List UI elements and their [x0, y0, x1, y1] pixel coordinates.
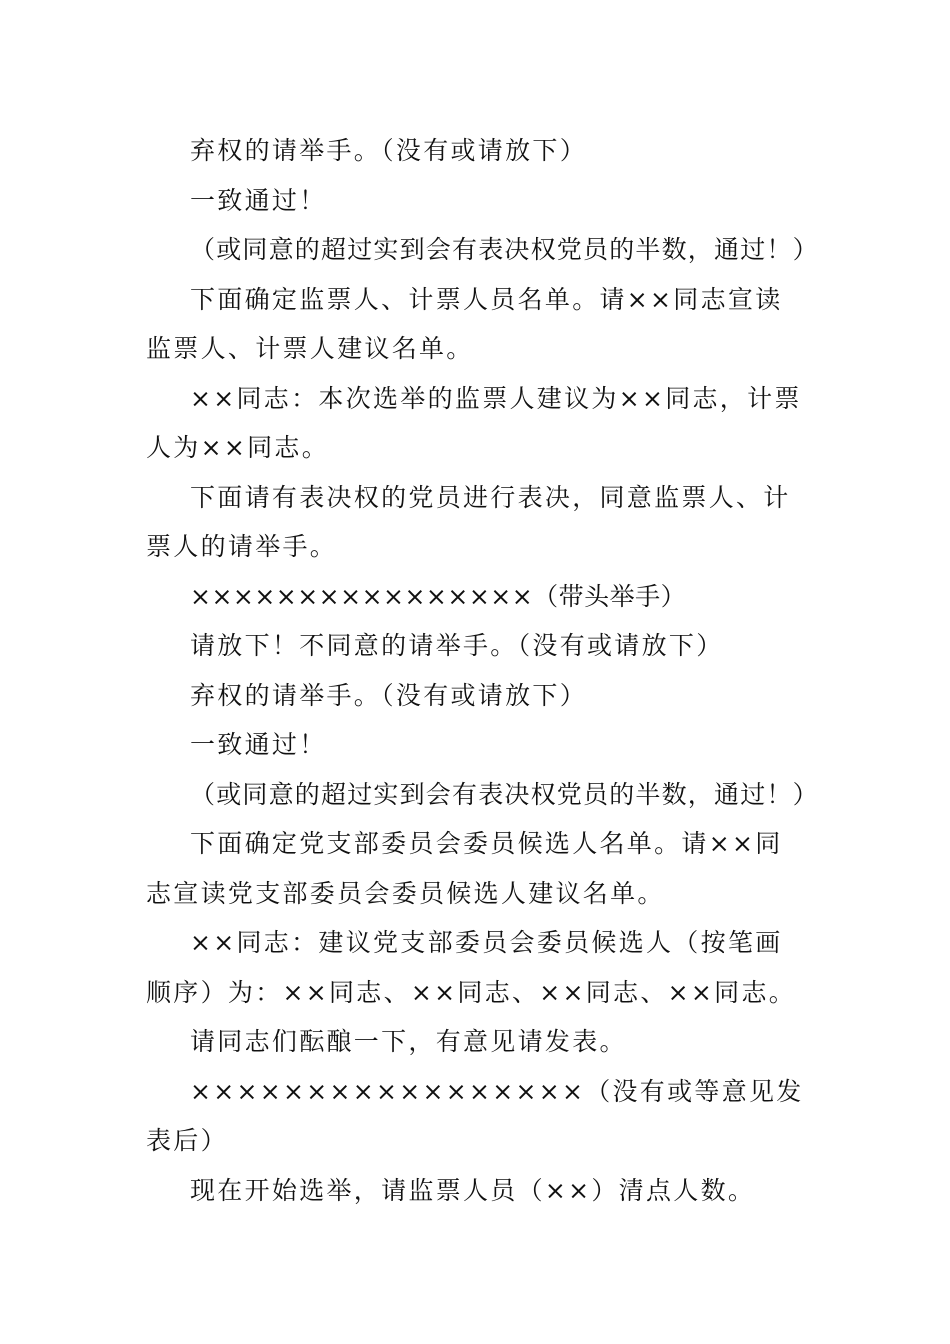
- paragraph-5: ××同志：本次选举的监票人建议为××同志，计票人为××同志。: [146, 383, 802, 462]
- paragraph-10: 一致通过！: [190, 730, 327, 759]
- paragraph-4: 下面确定监票人、计票人员名单。请××同志宣读监票人、计票人建议名单。: [146, 284, 783, 363]
- paragraph-1: 弃权的请举手。（没有或请放下）: [190, 136, 588, 165]
- paragraph-3: （或同意的超过实到会有表决权党员的半数，通过！）: [190, 235, 819, 264]
- paragraph-2: 一致通过！: [190, 185, 327, 215]
- paragraph-11: （或同意的超过实到会有表决权党员的半数，通过！）: [190, 779, 819, 809]
- paragraph-12: 下面确定党支部委员会委员候选人名单。请××同志宣读党支部委员会委员候选人建议名单。: [146, 829, 783, 908]
- document-body: [146, 126, 819, 1215]
- paragraph-9: 弃权的请举手。（没有或请放下）: [190, 680, 588, 710]
- paragraph-15: ×××××××××××××××××（没有或等意见发表后）: [146, 1076, 804, 1155]
- paragraph-8: 请放下！不同意的请举手。（没有或请放下）: [190, 631, 724, 660]
- paragraph-14: 请同志们酝酿一下，有意见请发表。: [190, 1027, 627, 1056]
- paragraph-16: 现在开始选举，请监票人员（××）清点人数。: [190, 1175, 756, 1205]
- paragraph-7: ××××××××××××××××（带头举手）: [190, 581, 687, 611]
- paragraph-6: 下面请有表决权的党员进行表决，同意监票人、计票人的请举手。: [146, 482, 791, 561]
- paragraph-13: ××同志：建议党支部委员会委员候选人（按笔画顺序）为：××同志、××同志、××同志、××同志。: [146, 928, 797, 1007]
